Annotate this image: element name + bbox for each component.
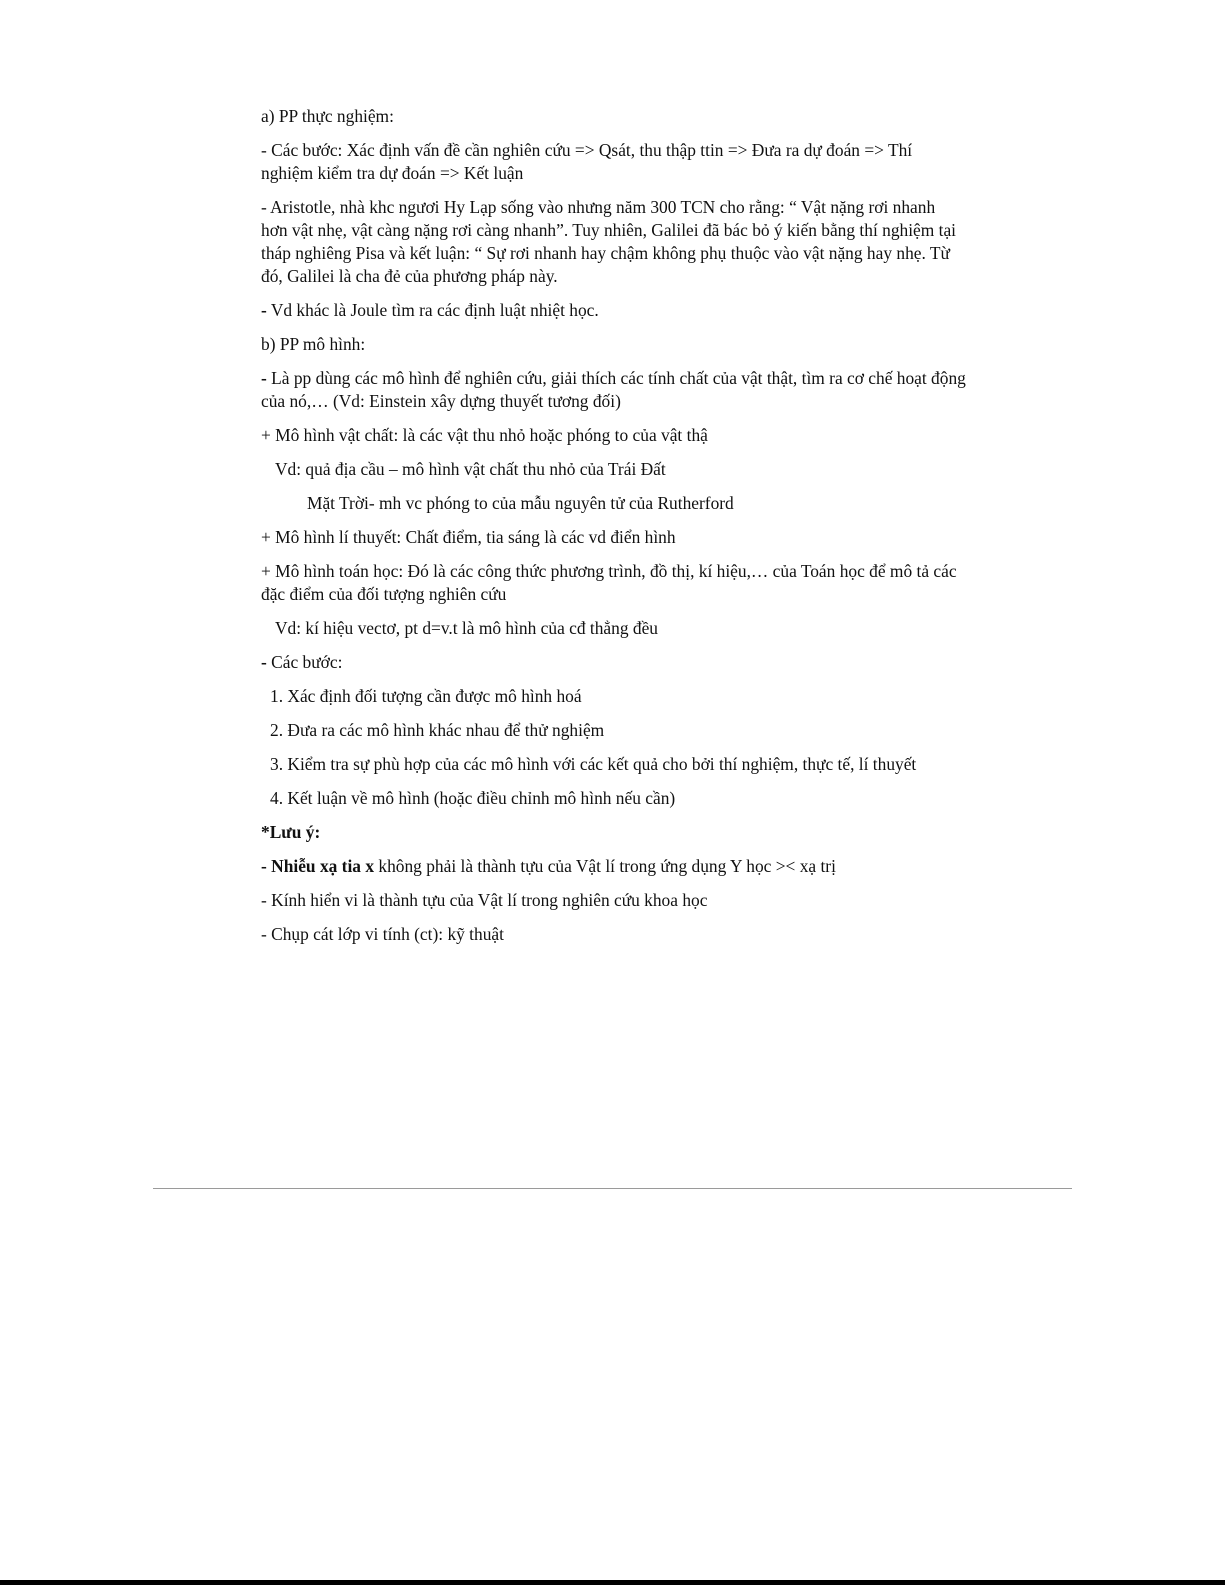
note-ct-scan: - Chụp cát lớp vi tính (ct): kỹ thuật bbox=[261, 924, 504, 944]
list-item-step-4: 4. Kết luận về mô hình (hoặc điều chỉnh mô hình nếu cần) bbox=[270, 788, 676, 808]
list-item-step-2: 2. Đưa ra các mô hình khác nhau để thử nghiệm bbox=[270, 720, 605, 740]
list-item-step-3: 3. Kiểm tra sự phù hợp của các mô hình với các kết quả cho bởi thí nghiệm, thực tế, lí thuyết bbox=[270, 754, 917, 774]
paragraph-steps-heading bbox=[261, 651, 966, 674]
paragraph-model-definition bbox=[261, 367, 966, 413]
document-body bbox=[261, 105, 966, 957]
paragraph-steps: - Các bước: Xác định vấn đề cần nghiên cứu => Qsát, thu thập ttin => Đưa ra dự đoán => Thí nghiệm kiểm tra dự đoán => Kết luận bbox=[261, 140, 913, 183]
note-xray-text: không phải là thành tựu của Vật lí trong ứng dụng Y học >< xạ trị bbox=[374, 856, 836, 876]
paragraph-vector-example: Vd: kí hiệu vectơ, pt d=v.t là mô hình của cđ thẳng đều bbox=[275, 618, 658, 638]
note-xray-bold: - Nhiễu xạ tia x bbox=[261, 856, 375, 876]
note-heading: *Lưu ý: bbox=[261, 822, 321, 842]
paragraph-math-model: + Mô hình toán học: Đó là các công thức phương trình, đồ thị, kí hiệu,… của Toán học để mô tả các đặc điểm của đối tượng nghiên cứu bbox=[261, 561, 957, 604]
list-item-step-1: 1. Xác định đối tượng cần được mô hình hoá bbox=[270, 686, 582, 706]
paragraph-theoretical-model: + Mô hình lí thuyết: Chất điểm, tia sáng là các vd điển hình bbox=[261, 527, 676, 547]
note-microscope: - Kính hiển vi là thành tựu của Vật lí trong nghiên cứu khoa học bbox=[261, 890, 708, 910]
model-definition-text: Là pp dùng các mô hình để nghiên cứu, giải thích các tính chất của vật thật, tìm ra cơ chế hoạt động của nó,… (Vd: Einstein xây dựng thuyết tương đối) bbox=[261, 368, 966, 411]
steps-heading-text: Các bước: bbox=[266, 652, 343, 672]
heading-experimental-method: a) PP thực nghiệm: bbox=[261, 106, 394, 126]
page-separator bbox=[153, 1188, 1072, 1189]
paragraph-globe-example: Vd: quả địa cầu – mô hình vật chất thu nhỏ của Trái Đất bbox=[275, 459, 666, 479]
joule-text: Vd khác là Joule tìm ra các định luật nhiệt học. bbox=[266, 300, 599, 320]
heading-model-method: b) PP mô hình: bbox=[261, 334, 366, 354]
bold-dash: - bbox=[261, 368, 267, 388]
bold-dash: - bbox=[261, 300, 267, 320]
note-xray bbox=[261, 855, 966, 878]
bottom-border bbox=[0, 1580, 1225, 1585]
paragraph-material-model: + Mô hình vật chất: là các vật thu nhỏ hoặc phóng to của vật thậ bbox=[261, 425, 708, 445]
paragraph-sun-example: Mặt Trời- mh vc phóng to của mẫu nguyên tử của Rutherford bbox=[307, 493, 734, 513]
paragraph-aristotle-galilei: - Aristotle, nhà khc ngươi Hy Lạp sống vào nhưng năm 300 TCN cho rằng: “ Vật nặng rơi nhanh hơn vật nhẹ, vật càng nặng rơi càng nhanh”. Tuy nhiên, Galilei đã bác bỏ ý kiến bằng thí nghiệm tại tháp nghiêng Pisa và kết luận: “ Sự rơi nhanh hay chậm không phụ thuộc vào vật nặng hay nhẹ. Từ đó, Galilei là cha đẻ của phương pháp này. bbox=[261, 197, 957, 286]
paragraph-joule-example bbox=[261, 299, 966, 322]
bold-dash: - bbox=[261, 652, 267, 672]
